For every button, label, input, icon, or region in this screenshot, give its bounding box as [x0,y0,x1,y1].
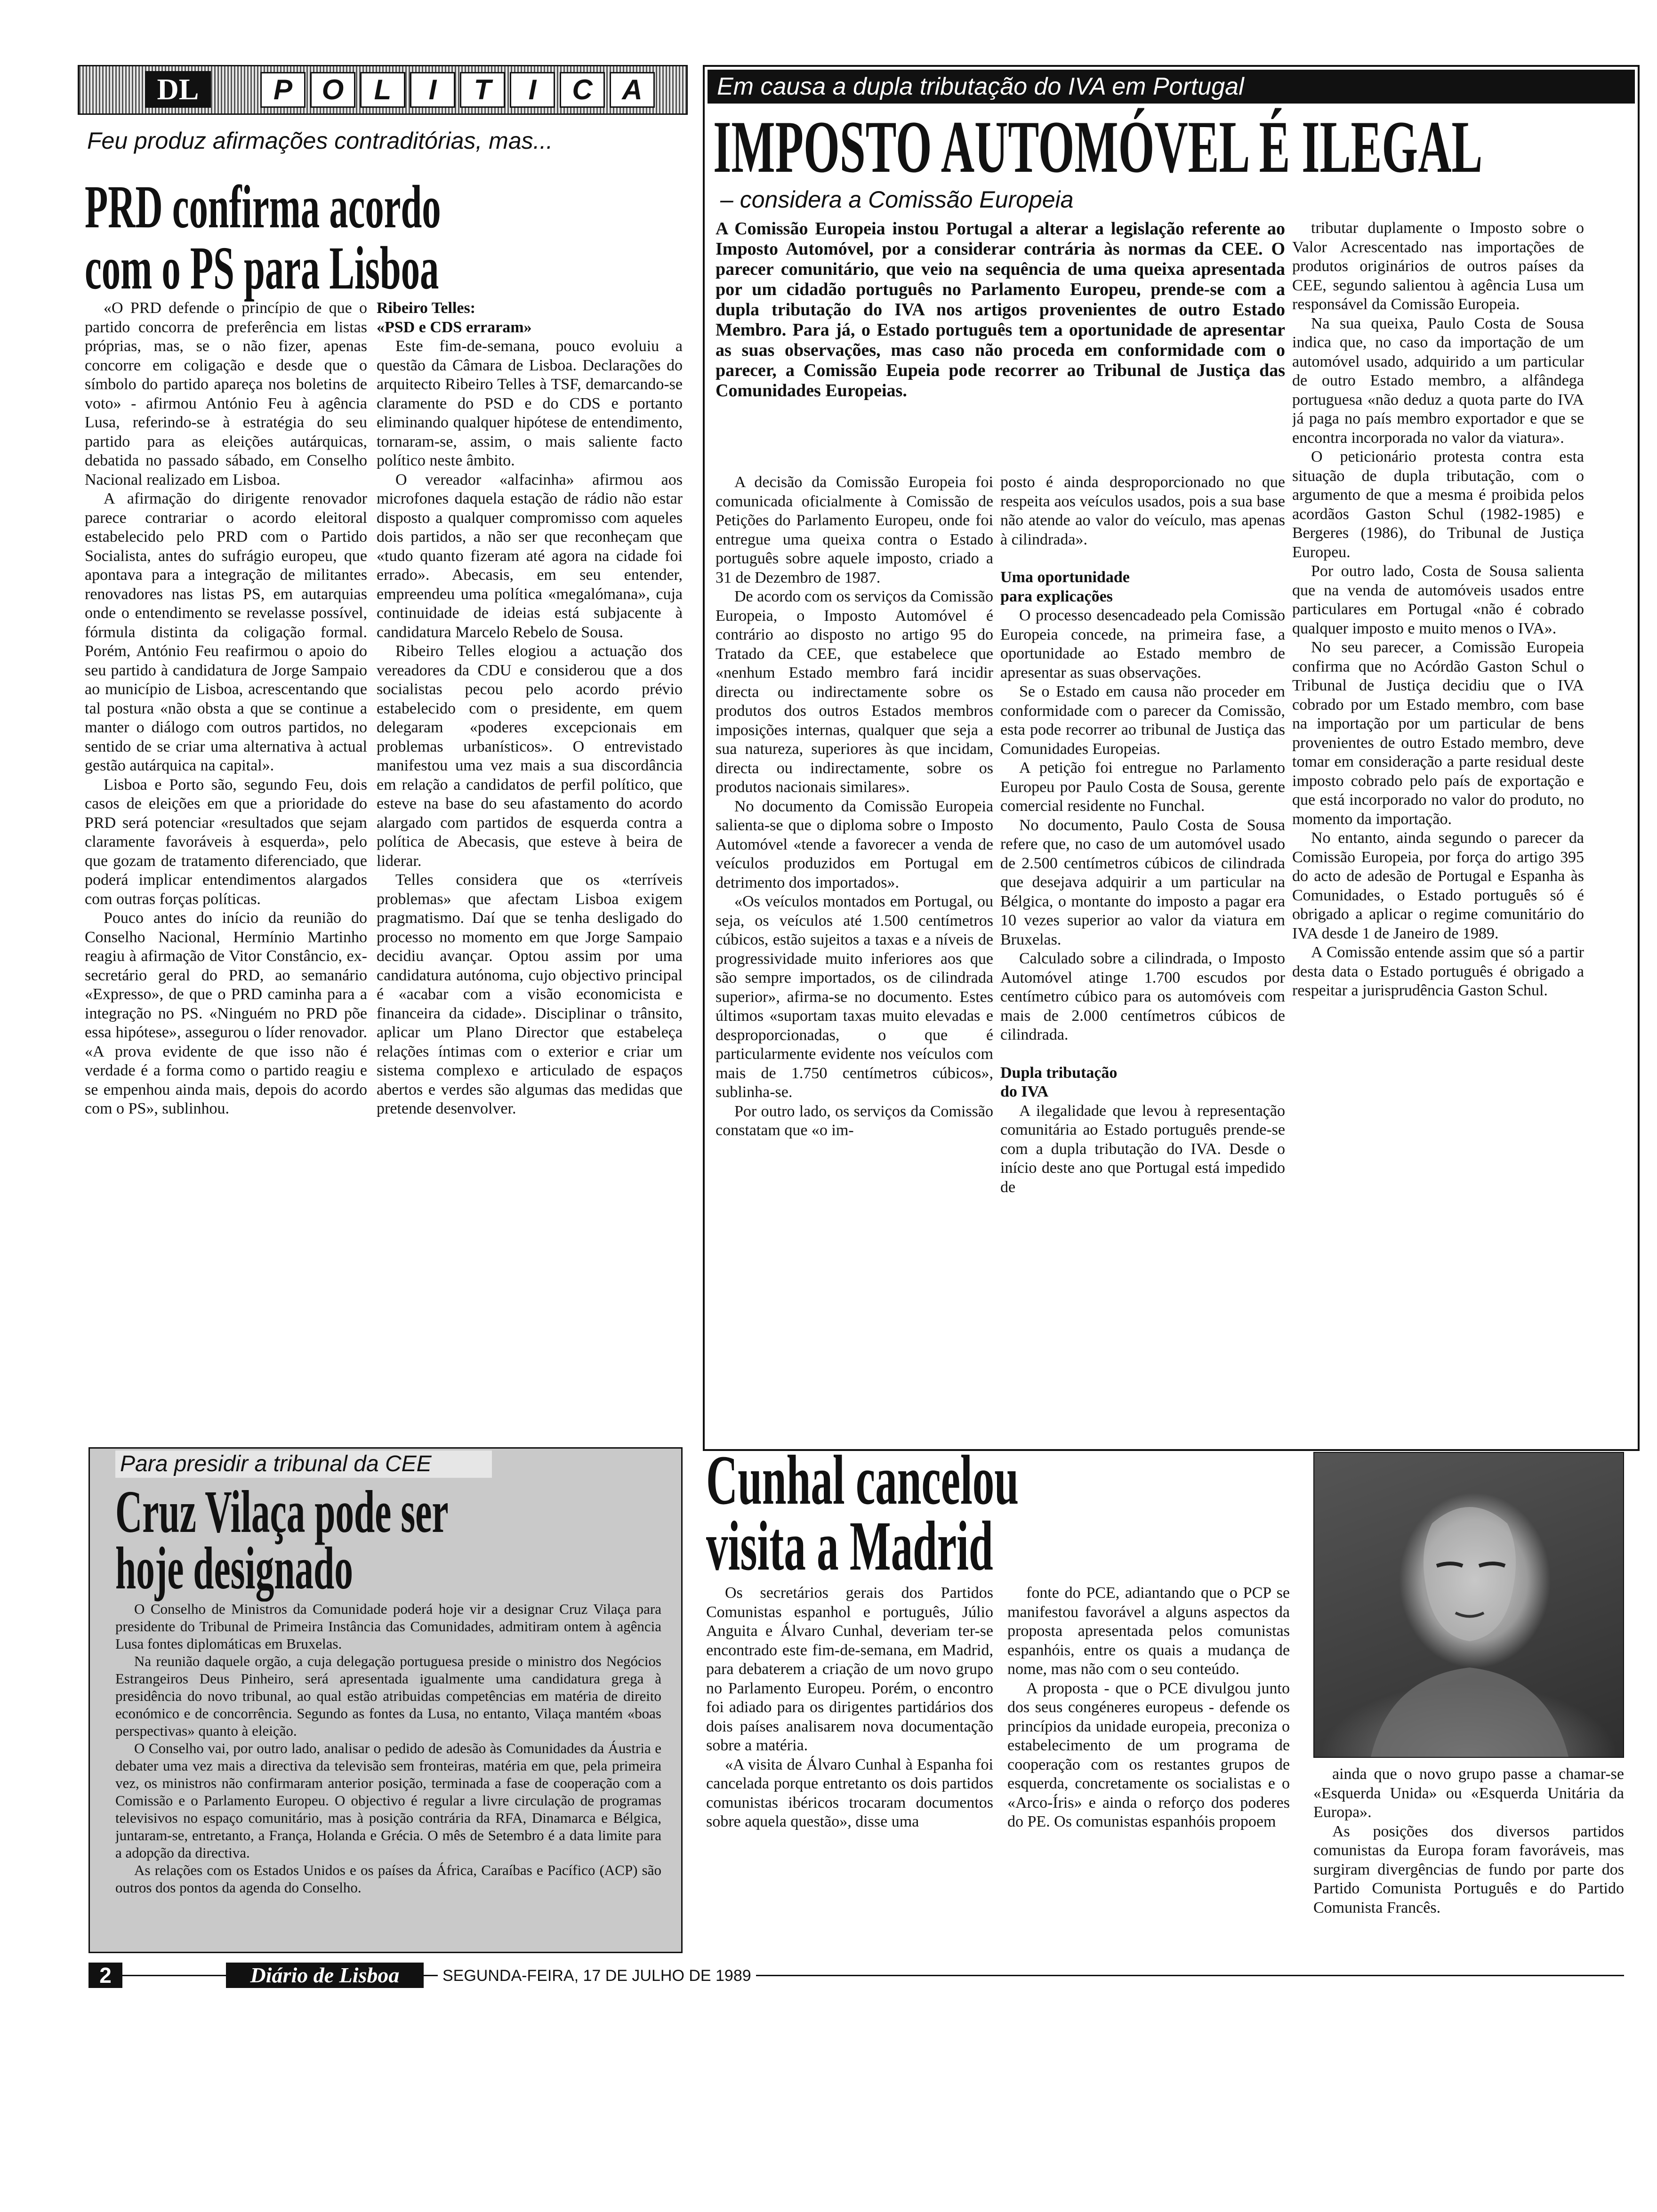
issue-date: SEGUNDA-FEIRA, 17 DE JULHO DE 1989 [438,1965,756,1986]
iva-subhead-opportunity-2: para explicações [1000,587,1113,605]
iva-paragraph: No seu parecer, a Comissão Europeia confirma que no Acórdão Gaston Schul o Tribunal de Justiça decidiu que o IVA cobrado por um Estado membro, com base na importação por um particular de bens provenientes de outro Estado membro, deve tomar em consideração a parte residual deste imposto cobrado pelo país de exportação e que está incorporado no valor do produto, no momento da importação. [1292,639,1584,828]
iva-paragraph: A Comissão entende assim que só a partir desta data o Estado português é obrigado a respeitar a jurisprudência Gaston Schul. [1292,944,1584,999]
section-letter: A [610,72,655,108]
section-letter: T [460,72,505,108]
iva-col2-body [1000,606,1285,1045]
iva-column-1 [716,473,993,1443]
prd-column-2 [377,299,683,1447]
prd-subhead-1: Ribeiro Telles: [377,299,475,317]
prd-paragraph: Pouco antes do início da reunião do Conselho Nacional, Hermínio Martinho reagiu à afirmação de Vitor Constâncio, ex-secretário geral do PRD, ao semanário «Expresso», de que o PRD caminha para a integração no PS. «Ninguém no PRD põe essa hipótese», assegurou o líder renovador. «A prova evidente de que isso não é verdade é a forma como o partido reagiu e se empenhou ainda mais, depois do acordo com o PS», sublinhou. [85,909,367,1117]
iva-subhead: – considera a Comissão Europeia [720,186,1074,213]
section-banner [78,65,688,115]
iva-paragraph: No entanto, ainda segundo o parecer da Comissão Europeia, por força do artigo 395 do acto de adesão de Portugal e Espanha às Comunidades, o Estado português só é obrigado a aplicar o regime comunitário do IVA desde 1 de Janeiro de 1989. [1292,829,1584,942]
vilaca-headline-line-1: Cruz Vilaça pode ser [115,1478,449,1545]
cunhal-paragraph: fonte do PCE, adiantando que o PCP se manifestou favorável a alguns aspectos da proposta apresentada pelos comunistas espanhóis, entre os quais a mudança de nome, mas não com o seu conteúdo. [1007,1584,1290,1678]
iva-paragraph: No documento da Comissão Europeia salienta-se que o diploma sobre o Imposto Automóvel «tende a favorecer a venda de veículos produzidos em Portugal em detrimento dos importados». [716,797,993,891]
iva-paragraph: Por outro lado, Costa de Sousa salienta que na venda de automóveis usados entre particulares em Portugal «não é cobrado qualquer imposto e muito menos o IVA». [1292,562,1584,637]
iva-column-2 [1000,473,1285,1443]
prd-column-1 [85,299,367,1447]
masthead-logo: Diário de Lisboa [226,1963,424,1988]
iva-paragraph: Na sua queixa, Paulo Costa de Sousa indica que, no caso da importação de um automóvel usado, adquirido a um particular de outro Estado membro, a alfândega portuguesa «não deduz a quota parte do IVA já paga no país membro exportador e que se encontra incorporada no valor da viatura». [1292,314,1584,447]
cunhal-paragraph: «A visita de Álvaro Cunhal à Espanha foi cancelada porque entretanto os dois partidos comunistas ibéricos trocaram documentos sobre aquela questão», disse uma [706,1755,993,1830]
prd-paragraph: «O PRD defende o princípio de que o partido concorra de preferência em listas próprias, mas, se o não fizer, apenas concorre em coligação e desde que o símbolo do partido apareça nos boletins de voto» - afirmou António Feu à agência Lusa, referindo-se à estratégia do seu partido para as eleições autárquicas, debatida no passado sábado, em Conselho Nacional realizado em Lisboa. [85,299,367,489]
prd-headline-line-1: PRD confirma acordo [85,173,441,241]
iva-paragraph: No documento, Paulo Costa de Sousa refere que, no caso de um automóvel usado de 2.500 centímetros cúbicos de cilindrada que desejava adquirir a um particular na Bélgica, o montante do imposto a pagar era 10 vezes superior ao valor da viatura em Bruxelas. [1000,816,1285,948]
iva-subhead-double-tax-1: Dupla tributação [1000,1064,1118,1082]
newspaper-logo: DL [145,71,211,108]
cunhal-column-2 [1007,1584,1290,1956]
prd-subhead-2: «PSD e CDS erraram» [377,318,532,336]
page-number: 2 [88,1963,122,1988]
vilaca-paragraph: O Conselho vai, por outro lado, analisar o pedido de adesão às Comunidades da Áustria e debater uma vez mais a directiva da televisão sem fronteiras, matéria em que, pela primeira vez, os ministros não confirmaram anterior posição, terminada a fase de cooperação com a Comissão e o Parlamento Europeu. O objectivo é regular a livre circulação de programas televisivos no espaço comunitário, mas à posição contrária da RFA, Dinamarca e Bélgica, juntaram-se, entretanto, a França, Holanda e Grécia. O mês de Setembro é a data limite para a adopção da directiva. [115,1740,661,1861]
cunhal-headline-line-1: Cunhal cancelou [706,1441,1019,1519]
iva-paragraph: «Os veículos montados em Portugal, ou seja, os veículos até 1.500 centímetros cúbicos, estão sujeitos a taxas e a níveis de progressividade muito inferiores aos que são sempre importados, os de cilindrada superior», afirma-se no documento. Estes últimos «suportam taxas muito elevadas e desproporcionadas, o que é particularmente evidente nos veículos com mais de 1.750 centímetros cúbicos», sublinha-se. [716,893,993,1101]
cunhal-paragraph: ainda que o novo grupo passe a chamar-se «Esquerda Unida» ou «Esquerda Unitária da Europa». [1313,1765,1624,1821]
vilaca-paragraph: O Conselho de Ministros da Comunidade poderá hoje vir a designar Cruz Vilaça para presidente do Tribunal de Primeira Instância das Comunidades, admitiram ontem à agência Lusa fontes diplomáticas em Bruxelas. [115,1601,661,1652]
iva-paragraph: O processo desencadeado pela Comissão Europeia concede, na primeira fase, a oportunidade ao Estado membro de apresentar as suas observações. [1000,607,1285,681]
cunhal-paragraph: A proposta - que o PCE divulgou junto dos seus congéneres europeus - defende os princípios da unidade europeia, preconiza o estabelecimento de um programa de cooperação com os restantes grupos de esquerda, concretamente os socialistas e o «Arco-Íris» e ainda o reforço dos poderes do PE. Os comunistas espanhóis propoem [1007,1679,1290,1830]
section-letters [260,72,660,108]
prd-paragraph: Telles considera que os «terríveis problemas» que afectam Lisboa exigem pragmatismo. Daí que se tenha desligado do processo no momento em que Jorge Sampaio decidiu avançar. Optou assim por uma candidatura autónoma, cujo objectivo principal é «acabar com a visão economicista e financeira da cidade». Disciplinar o trânsito, aplicar um Plano Director que estabeleça relações íntimas com o exterior e criar um sistema complexo e articulado de espaços abertos e verdes são algumas das medidas que pretende desenvolver. [377,871,683,1117]
iva-paragraph: De acordo com os serviços da Comissão Europeia, o Imposto Automóvel é contrário ao disposto no artigo 95 do Tratado da CEE, que estabelece que «nenhum Estado membro fará incidir directa ou indirectamente sobre os produtos dos outros Estados membros imposições internas, qualquer que seja a sua natureza, superiores às que incidam, directa ou indirectamente, sobre os produtos nacionais similares». [716,588,993,796]
vilaca-kicker: Para presidir a tribunal da CEE [115,1451,492,1478]
prd-paragraph: Lisboa e Porto são, segundo Feu, dois casos de eleições em que a prioridade do PRD será potenciar «resultados que sejam claramente favoráveis à esquerda», pelo que gozam de tratamento diferenciado, que poderá implicar entendimentos alargados com outras forças políticas. [85,776,367,908]
section-letter: P [260,72,306,108]
iva-lead: A Comissão Europeia instou Portugal a alterar a legislação referente ao Imposto Automóvel, por a considerar contrária às normas da CEE. O parecer comunitário, que veio na sequência de uma queixa apresentada por um cidadão português no Parlamento Europeu, prende-se com a dupla tributação do IVA nos artigos provenientes de outro Estado Membro. Para já, o Estado português tem a oportunidade de apresentar as suas observações, mas caso não proceda em conformidade com o parecer, a Comissão Eupeia pode recorrer ao Tribunal de Justiça das Comunidades Europeias. [716,219,1285,401]
iva-paragraph: Por outro lado, os serviços da Comissão constatam que «o im- [716,1102,993,1139]
section-letter: L [360,72,405,108]
vilaca-body [115,1600,661,1948]
vilaca-headline-line-2: hoje designado [115,1535,353,1602]
vilaca-paragraph: Na reunião daquele orgão, a cuja delegação portuguesa preside o ministro dos Negócios Estrangeiros Deus Pinheiro, será apresentada igualmente uma candidatura grega à presidência do novo tribunal, ao qual estão atribuidas competências em matéria de direito económico e de concorrência. Segundo as fontes da Lusa, no entanto, Vilaça mantém «boas perspectivas» quanto à eleição. [115,1653,661,1739]
cunhal-photo [1313,1452,1624,1758]
prd-paragraph: O vereador «alfacinha» afirmou aos microfones daquela estação de rádio não estar disposto a qualquer compromisso com aqueles dois partidos, a não ser que reconheçam que «tudo quanto fizeram até agora na cidade foi errado». Abecasis, em seu entender, empreendeu uma política «megalómana», cuja continuidade de ideias está subjacente à candidatura Marcelo Rebelo de Sousa. [377,471,683,641]
section-letter: O [310,72,355,108]
section-letter: C [560,72,605,108]
cunhal-column-3 [1313,1765,1624,1958]
vilaca-paragraph: As relações com os Estados Unidos e os países da África, Caraíbas e Pacífico (ACP) são outros dos pontos da agenda do Conselho. [115,1862,661,1896]
iva-kicker: Em causa a dupla tributação do IVA em Portugal [708,70,1635,104]
iva-column-3 [1292,219,1584,1443]
iva-paragraph: Se o Estado em causa não proceder em conformidade com o parecer da Comissão, esta pode recorrer ao tribunal de Justiça das Comunidades Europeias. [1000,683,1285,758]
iva-paragraph: A decisão da Comissão Europeia foi comunicada oficialmente à Comissão de Petições do Parlamento Europeu, onde foi entregue uma queixa contra o Estado português sobre aquele imposto, criado a 31 de Dezembro de 1987. [716,473,993,586]
prd-kicker: Feu produz afirmações contraditórias, mas... [87,128,553,154]
prd-paragraph: A afirmação do dirigente renovador parece contrariar o acordo eleitoral estabelecido pelo PRD com o Partido Socialista, antes do sufrágio europeu, que apontava para a integração de militantes renovadores nas listas PS, em autarquias onde o entendimento se revelasse possível, fórmula distinta da coligação formal. Porém, António Feu reafirmou o apoio do seu partido à candidatura de Jorge Sampaio ao município de Lisboa, acrescentando que tal postura «não obsta a que se continue a manter o diálogo com outros partidos, no sentido de se criar uma alternativa à actual gestão autárquica na capital». [85,490,367,774]
prd-paragraph: Ribeiro Telles elogiou a actuação dos vereadores da CDU e considerou que a dos socialistas pecou pelo acordo prévio estabelecido com o presidente, em quem delegaram «poderes excepcionais em problemas urbanísticos». O entrevistado manifestou uma vez mais a sua discordância em relação a candidatos de perfil político, que esteve na base do seu afastamento do acordo alargado com partidos de esquerda contra a política de Abecasis, que esteve à beira de liderar. [377,642,683,870]
iva-subhead-double-tax-2: do IVA [1000,1083,1049,1100]
portrait-icon [1314,1453,1623,1757]
iva-paragraph: A petição foi entregue no Parlamento Europeu por Paulo Costa de Sousa, gerente comercial residente no Funchal. [1000,759,1285,815]
cunhal-headline-line-2: visita a Madrid [706,1507,993,1585]
section-letter: I [510,72,555,108]
section-letter: I [410,72,455,108]
iva-paragraph: Calculado sobre a cilindrada, o Imposto Automóvel atinge 1.700 escudos por centímetro cúbico para os automóveis com mais de 2.000 centímetros cúbicos de cilindrada. [1000,950,1285,1043]
cunhal-paragraph: Os secretários gerais dos Partidos Comunistas espanhol e português, Júlio Anguita e Álvaro Cunhal, deveriam ter-se encontrado este fim-de-semana, em Madrid, para debaterem a criação de um novo grupo no Parlamento Europeu. Porém, o encontro foi adiado para os dirigentes partidários dos dois países analisarem nova documentação sobre a matéria. [706,1584,993,1754]
iva-subhead-opportunity-1: Uma oportunidade [1000,569,1130,586]
iva-col2-para-final: A ilegalidade que levou à representação comunitária ao Estado português prende-se com a dupla tributação do IVA. Desde o início deste ano que Portugal está impedido de [1000,1102,1285,1196]
iva-col2-para: posto é ainda desproporcionado no que respeita aos veículos usados, pois a sua base não atende ao valor do veículo, mas apenas à cilindrada». [1000,473,1285,548]
cunhal-column-1 [706,1584,993,1956]
cunhal-paragraph: As posições dos diversos partidos comunistas da Europa foram favoráveis, mas surgiram divergências de fundo por parte dos Partido Comunista Português e do Partido Comunista Francês. [1313,1822,1624,1916]
iva-paragraph: tributar duplamente o Imposto sobre o Valor Acrescentado nas importações de produtos originários de outros países da CEE, segundo salientou à agência Lusa um responsável da Comissão Europeia. [1292,219,1584,313]
prd-column-2-body [377,337,683,1119]
iva-paragraph: O peticionário protesta contra esta situação de dupla tributação, com o argumento de que a mesma é proibida pelos acordãos Gaston Schul (1982-1985) e Bergeres (1986), do Tribunal de Justiça Europeu. [1292,448,1584,561]
prd-headline-line-2: com o PS para Lisboa [85,234,439,302]
iva-headline: IMPOSTO AUTOMÓVEL É ILEGAL [713,106,1483,188]
prd-paragraph: Este fim-de-semana, pouco evoluiu a questão da Câmara de Lisboa. Declarações do arquitecto Ribeiro Telles à TSF, demarcando-se claramente do PSD e do CDS e portanto eliminando qualquer hipótese de entendimento, tornaram-se, assim, o mais saliente facto político neste âmbito. [377,337,683,469]
